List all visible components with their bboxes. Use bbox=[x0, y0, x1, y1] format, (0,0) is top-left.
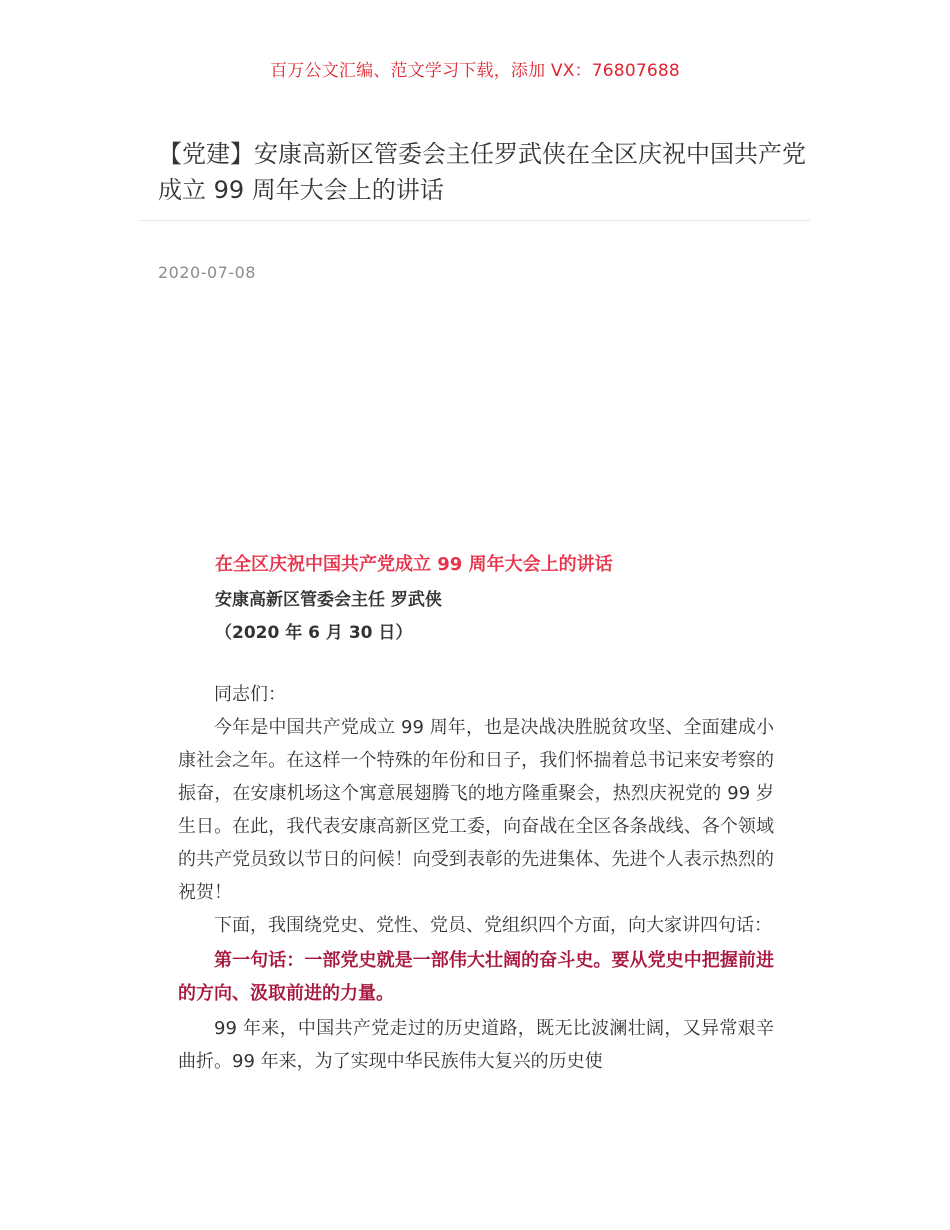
article-title: 【党建】安康高新区管委会主任罗武侠在全区庆祝中国共产党成立 99 周年大会上的讲话 bbox=[158, 140, 806, 204]
salutation: 同志们： bbox=[214, 684, 286, 705]
body-paragraph: 99 年来，中国共产党走过的历史道路，既无比波澜壮阔，又异常艰辛曲折。99 年来，为了实现中华民族伟大复兴的历史使 bbox=[178, 1018, 774, 1072]
speech-date: （2020 年 6 月 30 日） bbox=[215, 623, 413, 643]
download-banner: 百万公文汇编、范文学习下载，添加 VX：76807688 bbox=[270, 61, 680, 81]
speech-body bbox=[178, 678, 774, 1078]
publish-date: 2020-07-08 bbox=[158, 263, 256, 282]
section-heading: 第一句话：一部党史就是一部伟大壮阔的奋斗史。要从党史中把握前进的方向、汲取前进的力量。 bbox=[178, 950, 774, 1004]
speech-speaker: 安康高新区管委会主任 罗武侠 bbox=[215, 590, 442, 610]
speech-heading: 在全区庆祝中国共产党成立 99 周年大会上的讲话 bbox=[215, 554, 613, 575]
body-paragraph: 今年是中国共产党成立 99 周年，也是决战决胜脱贫攻坚、全面建成小康社会之年。在这样一个特殊的年份和日子，我们怀揣着总书记来安考察的振奋，在安康机场这个寓意展翅腾飞的地方隆重聚会，热烈庆祝党的 99 岁生日。在此，我代表安康高新区党工委，向奋战在全区各条战线、各个领域的共产党员致以节日的问候！向受到表彰的先进集体、先进个人表示热烈的祝贺！ bbox=[178, 717, 774, 903]
title-divider bbox=[140, 220, 810, 221]
body-paragraph: 下面，我围绕党史、党性、党员、党组织四个方面，向大家讲四句话： bbox=[214, 915, 772, 936]
